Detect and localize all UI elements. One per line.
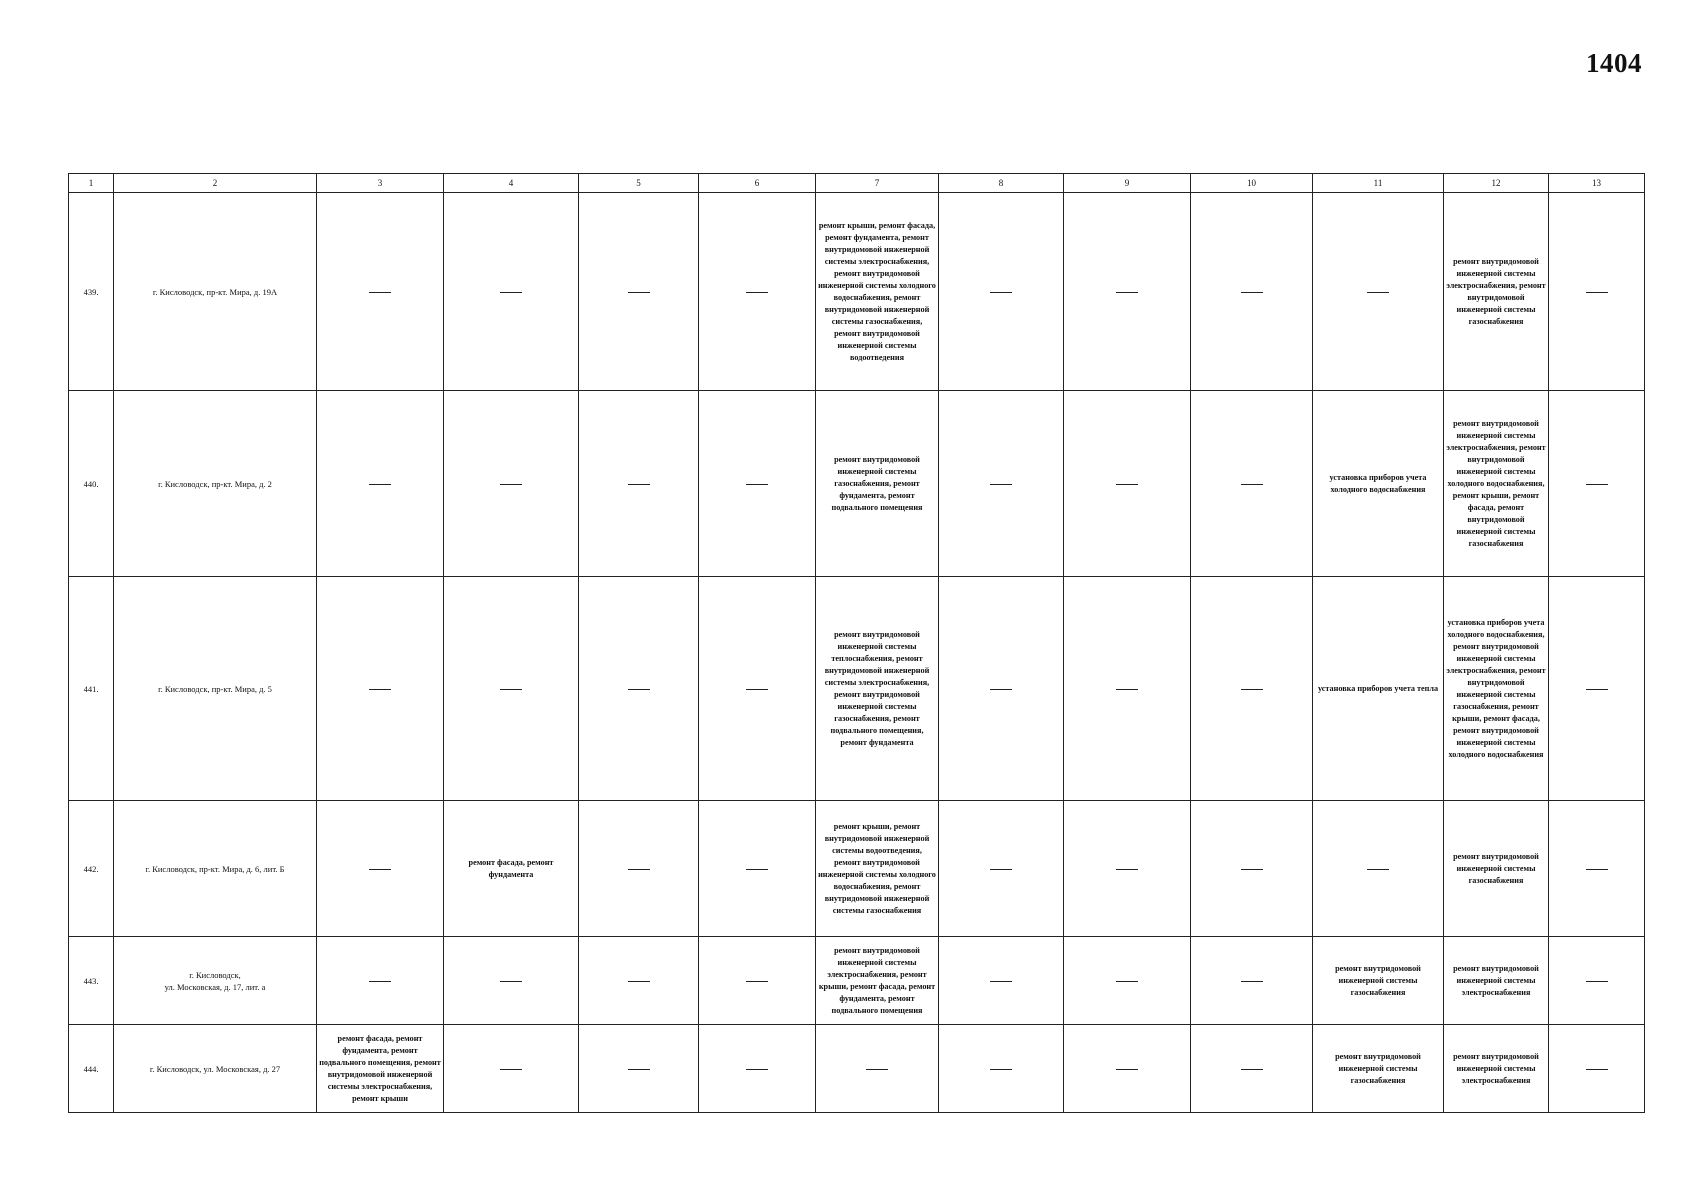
table-row	[69, 577, 1645, 801]
cell-col-6	[699, 577, 816, 801]
empty-dash	[628, 981, 650, 982]
work-description: установка приборов учета холодного водоснабжения, ремонт внутридомовой инженерной системы электроснабжения, ремонт внутридомовой инженерной системы газоснабжения, ремонт крыши, ремонт фасада, ремонт внутридомовой инженерной системы холодного водоснабжения	[1446, 617, 1546, 759]
cell-col-5	[579, 1025, 699, 1113]
empty-dash	[1586, 292, 1608, 293]
row-number: 444.	[69, 1025, 114, 1113]
row-number: 441.	[69, 577, 114, 801]
empty-dash	[628, 292, 650, 293]
cell-col-4	[444, 937, 579, 1025]
column-header-4: 4	[444, 174, 579, 193]
cell-col-7	[816, 1025, 939, 1113]
empty-dash	[1586, 869, 1608, 870]
cell-col-13	[1549, 801, 1645, 937]
work-description: ремонт внутридомовой инженерной системы газоснабжения, ремонт фундамента, ремонт подвального помещения	[831, 454, 923, 512]
cell-col-5	[579, 391, 699, 577]
work-description: ремонт внутридомовой инженерной системы газоснабжения	[1335, 1051, 1421, 1085]
work-description: ремонт внутридомовой инженерной системы газоснабжения	[1335, 963, 1421, 997]
empty-dash	[746, 869, 768, 870]
empty-dash	[1116, 484, 1138, 485]
row-address: г. Кисловодск, пр-кт. Мира, д. 2	[114, 391, 317, 577]
cell-col-3	[317, 391, 444, 577]
work-description: ремонт крыши, ремонт внутридомовой инженерной системы водоотведения, ремонт внутридомовой инженерной системы холодного водоснабжения, ремонт внутридомовой инженерной системы газоснабжения	[818, 821, 936, 915]
cell-col-12	[1444, 1025, 1549, 1113]
empty-dash	[500, 689, 522, 690]
cell-col-9	[1064, 1025, 1191, 1113]
column-header-13: 13	[1549, 174, 1645, 193]
empty-dash	[369, 869, 391, 870]
column-header-10: 10	[1191, 174, 1313, 193]
row-address: г. Кисловодск, пр-кт. Мира, д. 5	[114, 577, 317, 801]
cell-col-5	[579, 193, 699, 391]
empty-dash	[500, 981, 522, 982]
empty-dash	[1241, 981, 1263, 982]
empty-dash	[1586, 981, 1608, 982]
empty-dash	[1116, 689, 1138, 690]
row-address: г. Кисловодск, ул. Московская, д. 17, лит. а	[114, 937, 317, 1025]
cell-col-11	[1313, 577, 1444, 801]
empty-dash	[1241, 1069, 1263, 1070]
empty-dash	[628, 484, 650, 485]
cell-col-4	[444, 193, 579, 391]
empty-dash	[990, 1069, 1012, 1070]
empty-dash	[500, 1069, 522, 1070]
work-description: ремонт внутридомовой инженерной системы теплоснабжения, ремонт внутридомовой инженерной системы электроснабжения, ремонт внутридомовой инженерной системы газоснабжения, ремонт подвального помещения, ремонт фундамента	[824, 629, 930, 747]
cell-col-8	[939, 1025, 1064, 1113]
work-description: установка приборов учета тепла	[1317, 683, 1439, 693]
empty-dash	[746, 484, 768, 485]
table-row	[69, 1025, 1645, 1113]
cell-col-10	[1191, 937, 1313, 1025]
empty-dash	[628, 689, 650, 690]
column-header-11: 11	[1313, 174, 1444, 193]
cell-col-12	[1444, 391, 1549, 577]
cell-col-13	[1549, 391, 1645, 577]
column-header-12: 12	[1444, 174, 1549, 193]
cell-col-12	[1444, 577, 1549, 801]
cell-col-9	[1064, 577, 1191, 801]
cell-col-7	[816, 801, 939, 937]
empty-dash	[369, 292, 391, 293]
empty-dash	[628, 869, 650, 870]
table-row	[69, 801, 1645, 937]
empty-dash	[990, 689, 1012, 690]
column-header-8: 8	[939, 174, 1064, 193]
empty-dash	[990, 292, 1012, 293]
table-row	[69, 391, 1645, 577]
cell-col-4	[444, 801, 579, 937]
cell-col-6	[699, 391, 816, 577]
cell-col-3	[317, 801, 444, 937]
empty-dash	[1116, 869, 1138, 870]
cell-col-10	[1191, 577, 1313, 801]
cell-col-3	[317, 1025, 444, 1113]
repair-schedule-table	[68, 173, 1645, 1113]
column-header-5: 5	[579, 174, 699, 193]
cell-col-11	[1313, 193, 1444, 391]
empty-dash	[746, 292, 768, 293]
cell-col-9	[1064, 937, 1191, 1025]
row-number: 439.	[69, 193, 114, 391]
column-header-2: 2	[114, 174, 317, 193]
cell-col-8	[939, 937, 1064, 1025]
cell-col-6	[699, 193, 816, 391]
cell-col-5	[579, 801, 699, 937]
empty-dash	[990, 484, 1012, 485]
cell-col-7	[816, 391, 939, 577]
empty-dash	[1241, 689, 1263, 690]
cell-col-6	[699, 801, 816, 937]
cell-col-7	[816, 937, 939, 1025]
cell-col-9	[1064, 801, 1191, 937]
empty-dash	[369, 981, 391, 982]
cell-col-4	[444, 391, 579, 577]
cell-col-3	[317, 577, 444, 801]
cell-col-10	[1191, 801, 1313, 937]
column-header-9: 9	[1064, 174, 1191, 193]
empty-dash	[369, 484, 391, 485]
empty-dash	[1586, 689, 1608, 690]
cell-col-5	[579, 577, 699, 801]
empty-dash	[1586, 1069, 1608, 1070]
empty-dash	[500, 292, 522, 293]
column-header-1: 1	[69, 174, 114, 193]
cell-col-6	[699, 1025, 816, 1113]
cell-col-9	[1064, 391, 1191, 577]
empty-dash	[990, 869, 1012, 870]
empty-dash	[1241, 484, 1263, 485]
empty-dash	[369, 689, 391, 690]
empty-dash	[866, 1069, 888, 1070]
empty-dash	[1116, 981, 1138, 982]
cell-col-11	[1313, 391, 1444, 577]
table-row	[69, 193, 1645, 391]
work-description: ремонт фасада, ремонт фундамента	[468, 857, 554, 879]
cell-col-4	[444, 1025, 579, 1113]
cell-col-3	[317, 937, 444, 1025]
work-description: ремонт фасада, ремонт фундамента, ремонт подвального помещения, ремонт внутридомовой инженерной системы электроснабжения, ремонт крыши	[319, 1033, 441, 1103]
cell-col-10	[1191, 193, 1313, 391]
empty-dash	[1116, 292, 1138, 293]
row-address: г. Кисловодск, пр-кт. Мира, д. 6, лит. Б	[114, 801, 317, 937]
work-description: ремонт внутридомовой инженерной системы газоснабжения	[1453, 851, 1539, 885]
work-description: ремонт внутридомовой инженерной системы электроснабжения	[1453, 1051, 1539, 1085]
cell-col-5	[579, 937, 699, 1025]
empty-dash	[990, 981, 1012, 982]
cell-col-12	[1444, 937, 1549, 1025]
empty-dash	[628, 1069, 650, 1070]
empty-dash	[746, 1069, 768, 1070]
row-number: 442.	[69, 801, 114, 937]
row-number: 440.	[69, 391, 114, 577]
cell-col-8	[939, 391, 1064, 577]
column-number-row	[69, 174, 1645, 193]
cell-col-10	[1191, 391, 1313, 577]
cell-col-8	[939, 577, 1064, 801]
cell-col-8	[939, 193, 1064, 391]
cell-col-12	[1444, 801, 1549, 937]
cell-col-13	[1549, 577, 1645, 801]
page-number: 1404	[1586, 48, 1642, 78]
work-description: установка приборов учета холодного водоснабжения	[1329, 472, 1427, 494]
cell-col-13	[1549, 937, 1645, 1025]
cell-col-11	[1313, 937, 1444, 1025]
work-description: ремонт крыши, ремонт фасада, ремонт фундамента, ремонт внутридомовой инженерной системы электроснабжения, ремонт внутридомовой инженерной системы холодного водоснабжения, ремонт внутридомовой инженерной системы газоснабжения, ремонт внутридомовой инженерной системы водоотведения	[818, 220, 936, 362]
cell-col-13	[1549, 193, 1645, 391]
empty-dash	[1367, 869, 1389, 870]
cell-col-9	[1064, 193, 1191, 391]
cell-col-13	[1549, 1025, 1645, 1113]
table-row	[69, 937, 1645, 1025]
column-header-3: 3	[317, 174, 444, 193]
row-address: г. Кисловодск, пр-кт. Мира, д. 19А	[114, 193, 317, 391]
empty-dash	[1367, 292, 1389, 293]
work-description: ремонт внутридомовой инженерной системы электроснабжения, ремонт крыши, ремонт фасада, ремонт фундамента, ремонт подвального помещения	[818, 945, 936, 1015]
empty-dash	[1241, 292, 1263, 293]
column-header-6: 6	[699, 174, 816, 193]
cell-col-11	[1313, 1025, 1444, 1113]
empty-dash	[1241, 869, 1263, 870]
empty-dash	[1116, 1069, 1138, 1070]
cell-col-7	[816, 577, 939, 801]
column-header-7: 7	[816, 174, 939, 193]
cell-col-4	[444, 577, 579, 801]
row-address: г. Кисловодск, ул. Московская, д. 27	[114, 1025, 317, 1113]
work-description: ремонт внутридомовой инженерной системы электроснабжения, ремонт внутридомовой инженерной системы холодного водоснабжения, ремонт крыши, ремонт фасада, ремонт внутридомовой инженерной системы газоснабжения	[1446, 418, 1546, 548]
cell-col-10	[1191, 1025, 1313, 1113]
empty-dash	[746, 981, 768, 982]
row-number: 443.	[69, 937, 114, 1025]
work-description: ремонт внутридомовой инженерной системы электроснабжения	[1453, 963, 1539, 997]
cell-col-8	[939, 801, 1064, 937]
empty-dash	[746, 689, 768, 690]
cell-col-6	[699, 937, 816, 1025]
cell-col-7	[816, 193, 939, 391]
empty-dash	[500, 484, 522, 485]
work-description: ремонт внутридомовой инженерной системы электроснабжения, ремонт внутридомовой инженерной системы газоснабжения	[1446, 256, 1546, 326]
cell-col-3	[317, 193, 444, 391]
cell-col-11	[1313, 801, 1444, 937]
cell-col-12	[1444, 193, 1549, 391]
empty-dash	[1586, 484, 1608, 485]
